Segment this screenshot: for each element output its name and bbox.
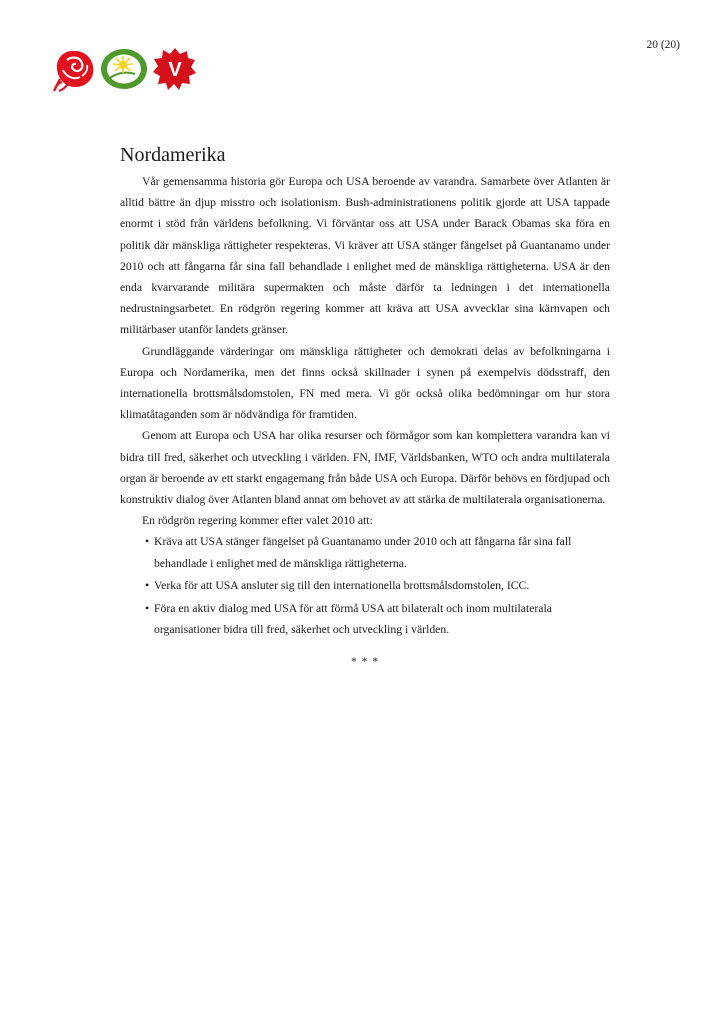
page-number: 20 (20) (646, 39, 680, 51)
list-item-text: Kräva att USA stänger fängelset på Guantanamo under 2010 och att fångarna får sina fall behandlade i enlighet med de mänskliga rättigheterna. (154, 535, 572, 570)
bullet-list (120, 531, 610, 640)
paragraph: Genom att Europa och USA har olika resurser och förmågor som kan komplettera varandra kan vi bidra till fred, säkerhet och utveckling i världen. FN, IMF, Världsbanken, WTO och andra multilaterala organ är beroende av ett starkt engagemang från både USA och Europa. Därför behövs en fördjupad och konstruktiv dialog över Atlanten bland annat om behovet av att stärka de multilaterala organisationerna. (120, 429, 610, 507)
paragraph: Grundläggande värderingar om mänskliga rättigheter och demokrati delas av befolkningarna i Europa och Nordamerika, men det finns också skillnader i synen på exempelvis dödsstraff, den internationella brottsmålsdomstolen, FN med mera. Vi gör också olika bedömningar om hur stora klimatåtaganden som är nödvändiga för framtiden. (120, 344, 610, 422)
v-logo-icon (153, 46, 197, 92)
section-heading: Nordamerika (120, 144, 226, 166)
list-item-text: Föra en aktiv dialog med USA för att förmå USA att bilateralt och inom multilaterala organisationer bidra till fred, säkerhet och utveckling i världen. (154, 602, 552, 637)
rose-logo-icon (52, 46, 98, 92)
bullet-icon: • (145, 601, 150, 616)
section-separator: * * * (351, 656, 379, 669)
list-item (120, 598, 610, 640)
bullet-icon: • (145, 578, 150, 593)
list-item (120, 531, 610, 573)
paragraph: En rödgrön regering kommer efter valet 2010 att: (142, 514, 373, 528)
list-item (120, 575, 610, 596)
v-logo-letter: V (168, 59, 182, 81)
document-body (120, 143, 610, 668)
paragraph: Vår gemensamma historia gör Europa och USA beroende av varandra. Samarbete över Atlanten är alltid bättre än djup misstro och isolationism. Bush-administrationens politik gjorde att USA tappade enormt i stöd från världens befolkning. Vi förväntar oss att USA under Barack Obamas ska föra en politik där mänskliga rättigheter respekteras. Vi kräver att USA stänger fängelset på Guantanamo under 2010 och att fångarna får sina fall behandlade i enlighet med de mänskliga rättigheterna. USA är den enda kvarvarande militära supermakten och måste därför ta ledningen i det internationella nedrustningsarbetet. En rödgrön regering kommer att kräva att USA avvecklar sina kärnvapen och militärbaser utanför landets gränser. (120, 175, 610, 337)
dandelion-logo-icon (99, 46, 149, 92)
list-item-text: Verka för att USA ansluter sig till den internationella brottsmålsdomstolen, ICC. (154, 579, 530, 593)
bullet-icon: • (145, 534, 150, 549)
